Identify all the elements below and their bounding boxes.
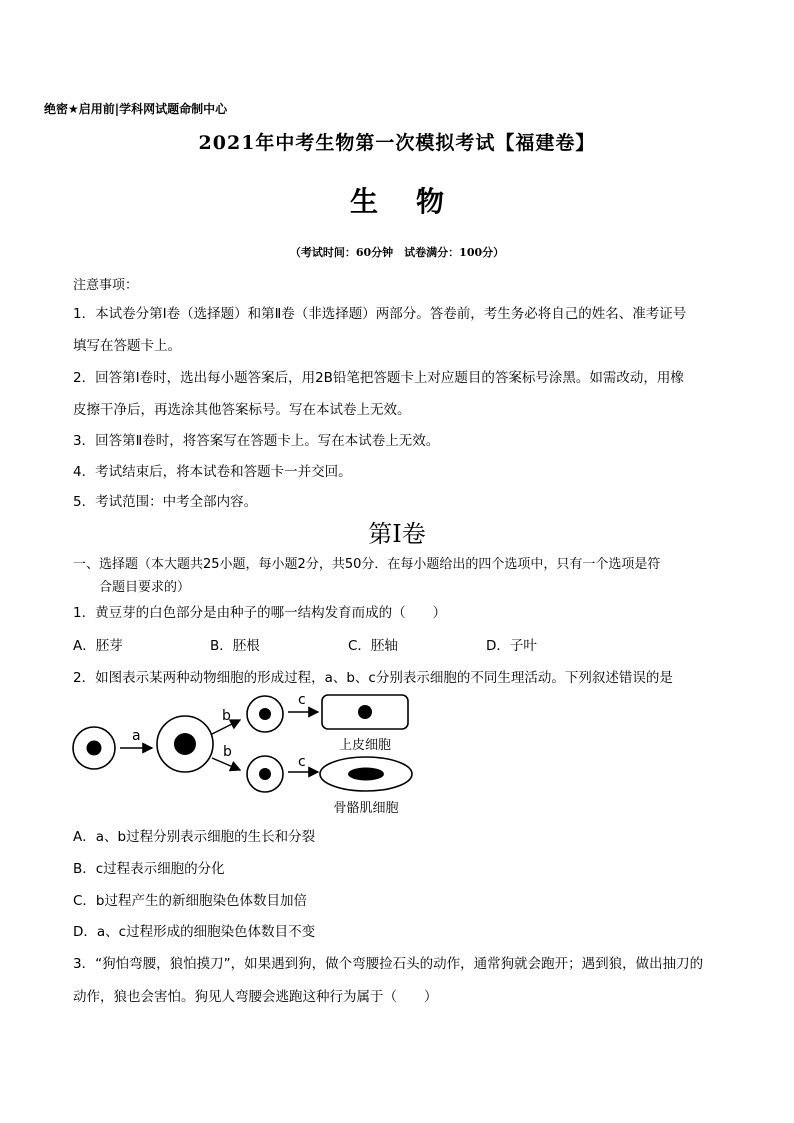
section-heading-line2: 合题目要求的） [99,580,191,595]
question-2-stem: 2．如图表示某两种动物细胞的形成过程，a、b、c分别表示细胞的不同生理活动。下列叙述错误的是 [73,670,673,686]
notes-heading: 注意事项： [73,278,139,293]
subject-title: 生物 [349,185,482,218]
question-2-option-d: D．a、c过程形成的细胞染色体数目不变 [73,924,316,940]
question-1-option-a: A．胚芽 [73,638,123,654]
question-2-option-b: B．c过程表示细胞的分化 [73,861,225,877]
daughter-cell-top [247,696,283,732]
label-b-top: b [222,708,231,724]
question-1-option-c: C．胚轴 [348,638,398,654]
label-c-bottom: c [298,754,306,770]
question-1-option-d: D．子叶 [486,638,537,654]
note-line: 填写在答题卡上。 [73,338,181,354]
section-heading [73,553,660,595]
section-heading-line1: 一、选择题（本大题共25小题，每小题2分，共50分．在每小题给出的四个选项中，只有一个选项是符 [73,557,661,572]
question-2-option-c: C．b过程产生的新细胞染色体数目加倍 [73,893,307,909]
exam-title: 2021年中考生物第一次模拟考试【福建卷】 [198,132,596,154]
label-skeletal-muscle-cell: 骨骼肌细胞 [333,801,399,816]
epithelial-cell [322,695,408,729]
grown-cell [157,716,213,772]
note-line: 5．考试范围：中考全部内容。 [73,494,258,510]
question-1-option-b: B．胚根 [210,638,260,654]
label-c-top: c [298,692,306,708]
label-b-bottom: b [223,744,232,760]
confidential-header: 绝密★启用前|学科网试题命制中心 [44,102,228,116]
question-3-stem-line2: 动作，狼也会害怕。狗见人弯腰会逃跑这种行为属于（ ） [73,989,438,1005]
note-line: 1．本试卷分第Ⅰ卷（选择题）和第Ⅱ卷（非选择题）两部分。答卷前，考生务必将自己的姓名、准考证号 [73,306,687,322]
volume-title: 第Ⅰ卷 [368,520,426,548]
note-line: 2．回答第Ⅰ卷时，选出每小题答案后，用2B铅笔把答题卡上对应题目的答案标号涂黑。如需改动，用橡 [73,370,684,386]
skeletal-muscle-cell [320,757,412,791]
label-epithelial-cell: 上皮细胞 [338,738,392,753]
question-3-stem-line1: 3．“狗怕弯腰，狼怕摸刀”，如果遇到狗，做个弯腰捡石头的动作，通常狗就会跑开；遇到狼，做出抽刀的 [73,956,704,972]
note-line: 皮擦干净后，再选涂其他答案标号。写在本试卷上无效。 [73,402,411,418]
question-2-option-a: A．a、b过程分别表示细胞的生长和分裂 [73,829,316,845]
note-line: 4．考试结束后，将本试卷和答题卡一并交回。 [73,464,352,480]
daughter-cell-bottom [247,756,283,792]
label-a: a [132,728,141,744]
question-1-stem: 1．黄豆芽的白色部分是由种子的哪一结构发育而成的（ ） [73,605,447,621]
cell-formation-diagram [60,684,440,820]
note-line: 3．回答第Ⅱ卷时，将答案写在答题卡上。写在本试卷上无效。 [73,433,440,449]
exam-time-info: （考试时间：60分钟 试卷满分：100分） [289,246,505,259]
initial-cell [73,727,115,769]
